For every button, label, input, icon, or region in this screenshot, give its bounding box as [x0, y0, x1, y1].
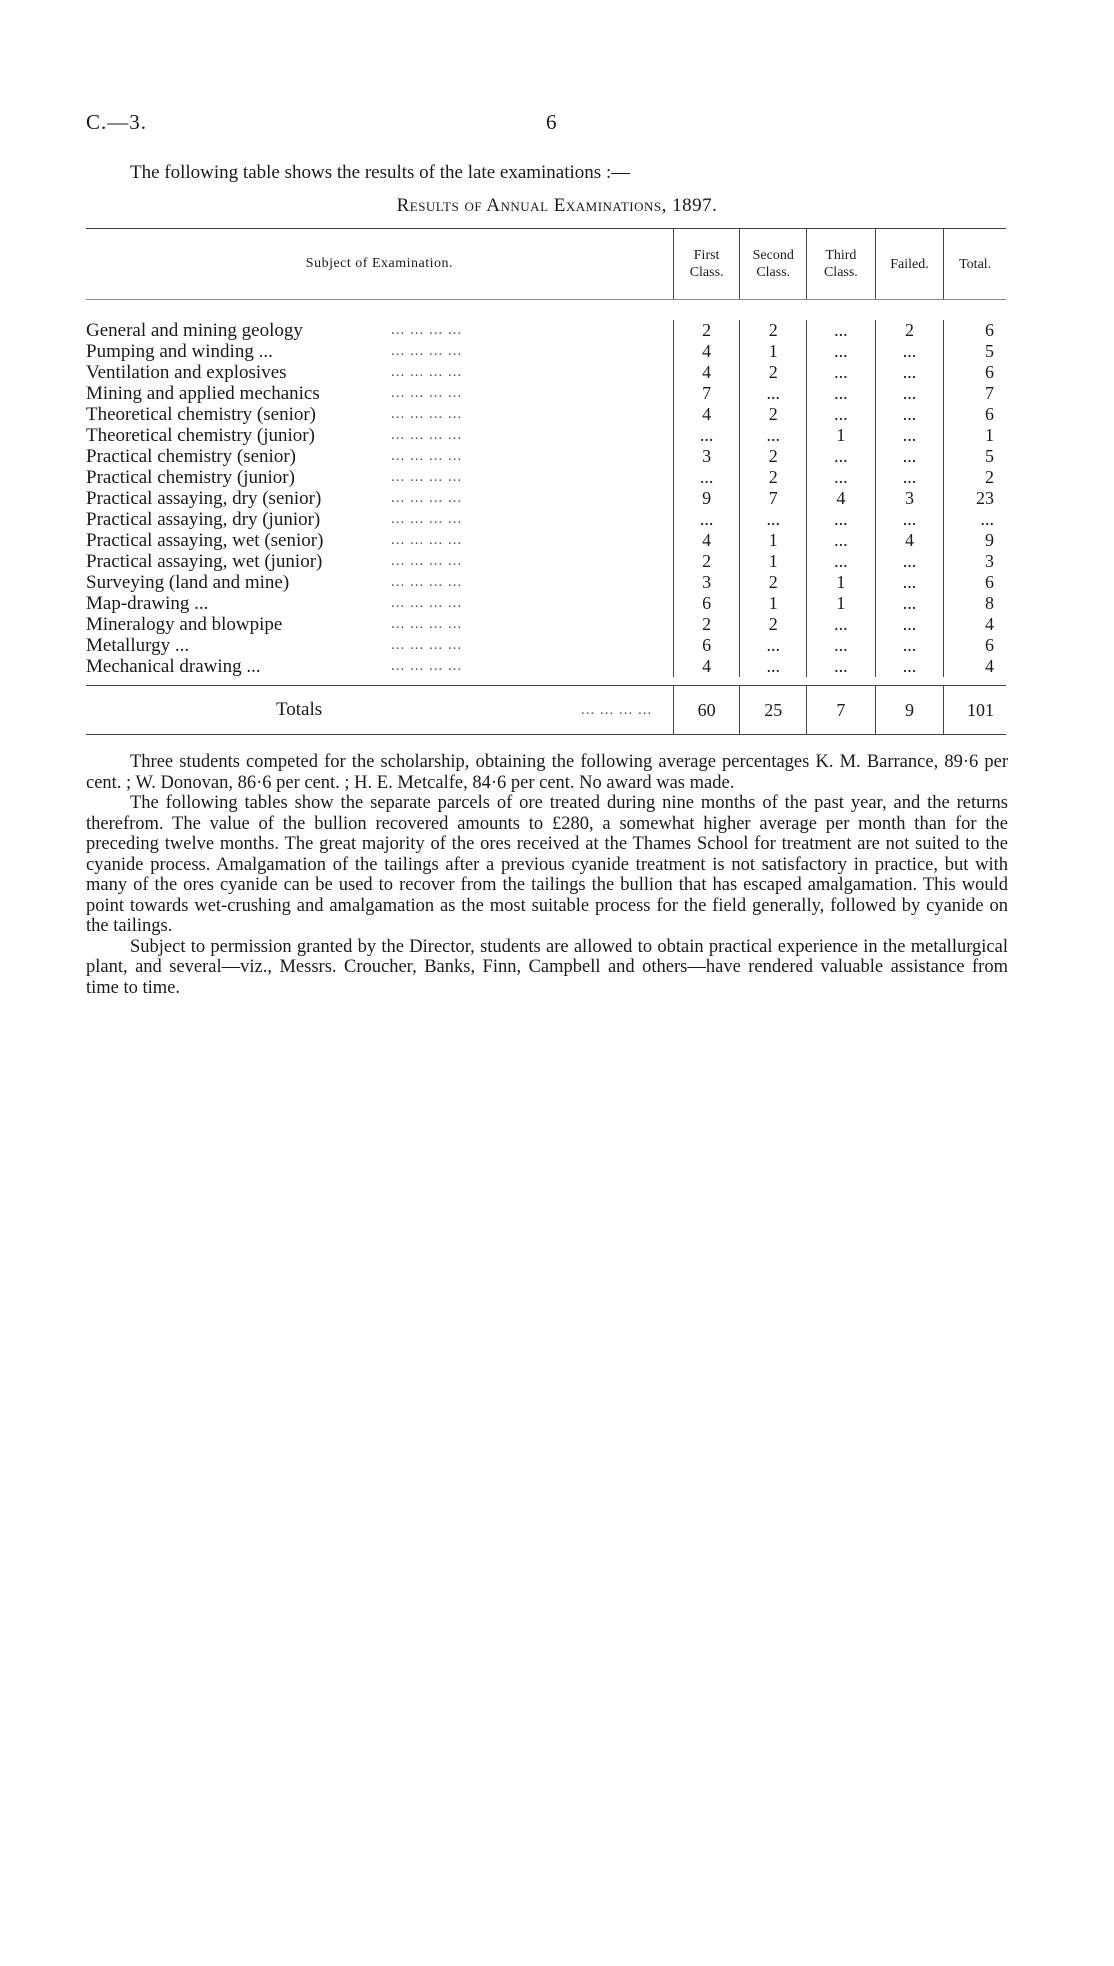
- cell-second-class: 7: [740, 488, 807, 509]
- cell-total: 3: [985, 551, 994, 571]
- page-number: 6: [546, 110, 557, 134]
- cell-first-class: 2: [674, 320, 741, 341]
- subject-cell: [86, 446, 674, 467]
- cell-third-class: 4: [807, 488, 876, 509]
- leader-dots: ... ... ... ...: [391, 511, 463, 527]
- subject-label: Practical assaying, dry (junior): [86, 509, 321, 530]
- totals-label-cell: [86, 686, 674, 734]
- cell-second-class: 1: [740, 530, 807, 551]
- cell-failed: ...: [876, 404, 945, 425]
- subject-cell: [86, 551, 674, 572]
- cell-total: 7: [985, 383, 994, 403]
- totals-label: Totals: [276, 699, 323, 720]
- subject-cell: [86, 593, 674, 614]
- subject-label: Mechanical drawing ...: [86, 656, 261, 677]
- subject-label: Ventilation and explosives: [86, 362, 287, 383]
- leader-dots: ... ... ... ...: [581, 702, 653, 718]
- cell-first-class: 6: [674, 593, 741, 614]
- paragraph-scholarship: Three students competed for the scholarship, obtaining the following average percentages K. M. Barrance, 89·6 per cent. ; W. Donovan, 86·6 per cent. ; H. E. Metcalfe, 84·6 per cent. No award was made.: [86, 752, 1008, 793]
- cell-total: 6: [985, 362, 994, 382]
- cell-third-class: ...: [807, 635, 876, 656]
- totals-first-class: 60: [674, 686, 741, 734]
- cell-second-class: 1: [740, 341, 807, 362]
- subject-cell: [86, 467, 674, 488]
- cell-first-class: 3: [674, 572, 741, 593]
- cell-total: 5: [985, 446, 994, 466]
- leader-dots: ... ... ... ...: [391, 490, 463, 506]
- cell-first-class: 2: [674, 614, 741, 635]
- subject-cell: [86, 530, 674, 551]
- subject-label: Theoretical chemistry (junior): [86, 425, 315, 446]
- leader-dots: ... ... ... ...: [391, 658, 463, 674]
- table-bottom-rule: [86, 734, 1006, 735]
- table-row: [86, 446, 1006, 467]
- cell-second-class: 1: [740, 551, 807, 572]
- cell-first-class: 3: [674, 446, 741, 467]
- cell-total: 6: [985, 635, 994, 655]
- totals-third-class: 7: [807, 686, 876, 734]
- cell-first-class: 7: [674, 383, 741, 404]
- subject-label: Mineralogy and blowpipe: [86, 614, 283, 635]
- cell-failed: 4: [876, 530, 945, 551]
- cell-third-class: ...: [807, 320, 876, 341]
- table-body: [86, 300, 1006, 685]
- table-row: [86, 488, 1006, 509]
- cell-third-class: ...: [807, 551, 876, 572]
- cell-second-class: ...: [740, 635, 807, 656]
- subject-label: Pumping and winding ...: [86, 341, 273, 362]
- table-title: [0, 195, 1114, 217]
- table-intro-text: The following table shows the results of the late examinations :—: [130, 162, 631, 183]
- cell-total: 8: [985, 593, 994, 613]
- cell-third-class: 1: [807, 593, 876, 614]
- subject-label: Mining and applied mechanics: [86, 383, 320, 404]
- table-row: [86, 551, 1006, 572]
- cell-second-class: 1: [740, 593, 807, 614]
- subject-cell: [86, 341, 674, 362]
- table-row: [86, 656, 1006, 677]
- table-row: [86, 572, 1006, 593]
- table-title-year: 1897.: [672, 195, 718, 216]
- cell-third-class: ...: [807, 509, 876, 530]
- subject-label: Metallurgy ...: [86, 635, 190, 656]
- subject-label: Surveying (land and mine): [86, 572, 290, 593]
- table-row: [86, 341, 1006, 362]
- cell-failed: 3: [876, 488, 945, 509]
- table-row: [86, 530, 1006, 551]
- cell-total: 1: [985, 425, 994, 445]
- cell-failed: ...: [876, 656, 945, 677]
- column-header-failed: Failed.: [876, 229, 945, 299]
- table-row: [86, 404, 1006, 425]
- cell-first-class: 4: [674, 656, 741, 677]
- cell-third-class: ...: [807, 614, 876, 635]
- cell-first-class: 2: [674, 551, 741, 572]
- subject-cell: [86, 572, 674, 593]
- cell-third-class: ...: [807, 467, 876, 488]
- subject-label: Practical chemistry (junior): [86, 467, 295, 488]
- cell-third-class: ...: [807, 341, 876, 362]
- subject-label: Practical assaying, dry (senior): [86, 488, 322, 509]
- cell-failed: ...: [876, 383, 945, 404]
- subject-cell: [86, 362, 674, 383]
- cell-third-class: 1: [807, 425, 876, 446]
- cell-total: 9: [985, 530, 994, 550]
- cell-third-class: 1: [807, 572, 876, 593]
- cell-failed: ...: [876, 635, 945, 656]
- cell-first-class: 9: [674, 488, 741, 509]
- table-row: [86, 614, 1006, 635]
- table-row: [86, 320, 1006, 341]
- leader-dots: ... ... ... ...: [391, 322, 463, 338]
- cell-total: 4: [985, 614, 994, 634]
- cell-total: ...: [980, 509, 994, 529]
- cell-failed: ...: [876, 572, 945, 593]
- column-header-third-class: Third Class.: [807, 229, 876, 299]
- document-reference: C.—3.: [86, 110, 148, 134]
- subject-cell: [86, 383, 674, 404]
- cell-third-class: ...: [807, 383, 876, 404]
- cell-failed: ...: [876, 362, 945, 383]
- cell-total: 5: [985, 341, 994, 361]
- subject-cell: [86, 404, 674, 425]
- table-row: [86, 362, 1006, 383]
- cell-second-class: 2: [740, 320, 807, 341]
- cell-first-class: ...: [674, 509, 741, 530]
- table-header-row: [86, 229, 1006, 299]
- subject-cell: [86, 614, 674, 635]
- cell-second-class: 2: [740, 614, 807, 635]
- subject-label: Practical assaying, wet (senior): [86, 530, 324, 551]
- cell-third-class: ...: [807, 404, 876, 425]
- cell-third-class: ...: [807, 446, 876, 467]
- cell-failed: ...: [876, 614, 945, 635]
- cell-failed: ...: [876, 425, 945, 446]
- cell-third-class: ...: [807, 362, 876, 383]
- totals-row: [86, 686, 1006, 734]
- leader-dots: ... ... ... ...: [391, 532, 463, 548]
- leader-dots: ... ... ... ...: [391, 469, 463, 485]
- cell-first-class: ...: [674, 425, 741, 446]
- leader-dots: ... ... ... ...: [391, 406, 463, 422]
- totals-section: [86, 685, 1006, 734]
- cell-second-class: 2: [740, 572, 807, 593]
- cell-failed: ...: [876, 446, 945, 467]
- column-header-subject: Subject of Examination.: [86, 229, 674, 299]
- cell-second-class: ...: [740, 509, 807, 530]
- results-table: [86, 228, 1006, 735]
- cell-total: 6: [985, 572, 994, 592]
- cell-first-class: 4: [674, 404, 741, 425]
- paragraph-practical-experience: Subject to permission granted by the Director, students are allowed to obtain practical experience in the metallurgical plant, and several—viz., Messrs. Croucher, Banks, Finn, Campbell and others—have rendered valuable assistance from time to time.: [86, 936, 1008, 998]
- table-row: [86, 467, 1006, 488]
- totals-total: 101: [967, 700, 994, 720]
- subject-cell: [86, 320, 674, 341]
- subject-cell: [86, 656, 674, 677]
- column-header-first-class: First Class.: [674, 229, 741, 299]
- cell-third-class: ...: [807, 656, 876, 677]
- leader-dots: ... ... ... ...: [391, 385, 463, 401]
- cell-second-class: 2: [740, 467, 807, 488]
- totals-failed: 9: [876, 686, 945, 734]
- cell-failed: ...: [876, 341, 945, 362]
- cell-second-class: ...: [740, 656, 807, 677]
- leader-dots: ... ... ... ...: [391, 595, 463, 611]
- page-header: [86, 110, 1026, 140]
- subject-cell: [86, 425, 674, 446]
- cell-second-class: 2: [740, 446, 807, 467]
- subject-label: Theoretical chemistry (senior): [86, 404, 317, 425]
- cell-total: 6: [985, 404, 994, 424]
- cell-second-class: 2: [740, 404, 807, 425]
- table-title-text: Results of Annual Examinations,: [396, 195, 667, 216]
- cell-failed: ...: [876, 467, 945, 488]
- table-row: [86, 509, 1006, 530]
- subject-label: Practical chemistry (senior): [86, 446, 296, 467]
- leader-dots: ... ... ... ...: [391, 364, 463, 380]
- cell-first-class: ...: [674, 467, 741, 488]
- table-row: [86, 425, 1006, 446]
- cell-second-class: ...: [740, 425, 807, 446]
- leader-dots: ... ... ... ...: [391, 637, 463, 653]
- body-text: [86, 752, 1008, 998]
- leader-dots: ... ... ... ...: [391, 574, 463, 590]
- cell-failed: 2: [876, 320, 945, 341]
- subject-cell: [86, 509, 674, 530]
- cell-third-class: ...: [807, 530, 876, 551]
- cell-failed: ...: [876, 509, 945, 530]
- column-header-total: Total.: [959, 256, 992, 272]
- leader-dots: ... ... ... ...: [391, 343, 463, 359]
- table-row: [86, 635, 1006, 656]
- cell-failed: ...: [876, 551, 945, 572]
- cell-first-class: 4: [674, 530, 741, 551]
- cell-second-class: 2: [740, 362, 807, 383]
- leader-dots: ... ... ... ...: [391, 616, 463, 632]
- leader-dots: ... ... ... ...: [391, 427, 463, 443]
- subject-label: General and mining geology: [86, 320, 303, 341]
- cell-first-class: 4: [674, 362, 741, 383]
- subject-cell: [86, 488, 674, 509]
- cell-total: 23: [976, 488, 994, 508]
- leader-dots: ... ... ... ...: [391, 553, 463, 569]
- column-header-second-class: Second Class.: [740, 229, 807, 299]
- table-row: [86, 593, 1006, 614]
- leader-dots: ... ... ... ...: [391, 448, 463, 464]
- cell-total: 4: [985, 656, 994, 676]
- paragraph-ore-treatment: The following tables show the separate parcels of ore treated during nine months of the past year, and the returns therefrom. The value of the bullion recovered amounts to £280, a somewhat higher average per month than for the preceding twelve months. The great majority of the ores received at the Thames School for treatment are not suited to the cyanide process. Amalgamation of the tailings after a previous cyanide treatment is not satisfactory in practice, but with many of the ores cyanide can be used to recover from the tailings the bullion that has escaped amalgamation. This would point towards wet-crushing and amalgamation as the most suitable process for the field generally, followed by cyanide on the tailings.: [86, 793, 1008, 936]
- cell-first-class: 4: [674, 341, 741, 362]
- cell-first-class: 6: [674, 635, 741, 656]
- cell-total: 2: [985, 467, 994, 487]
- table-row: [86, 383, 1006, 404]
- subject-label: Map-drawing ...: [86, 593, 209, 614]
- cell-total: 6: [985, 320, 994, 340]
- cell-second-class: ...: [740, 383, 807, 404]
- subject-label: Practical assaying, wet (junior): [86, 551, 323, 572]
- subject-cell: [86, 635, 674, 656]
- cell-failed: ...: [876, 593, 945, 614]
- totals-second-class: 25: [740, 686, 807, 734]
